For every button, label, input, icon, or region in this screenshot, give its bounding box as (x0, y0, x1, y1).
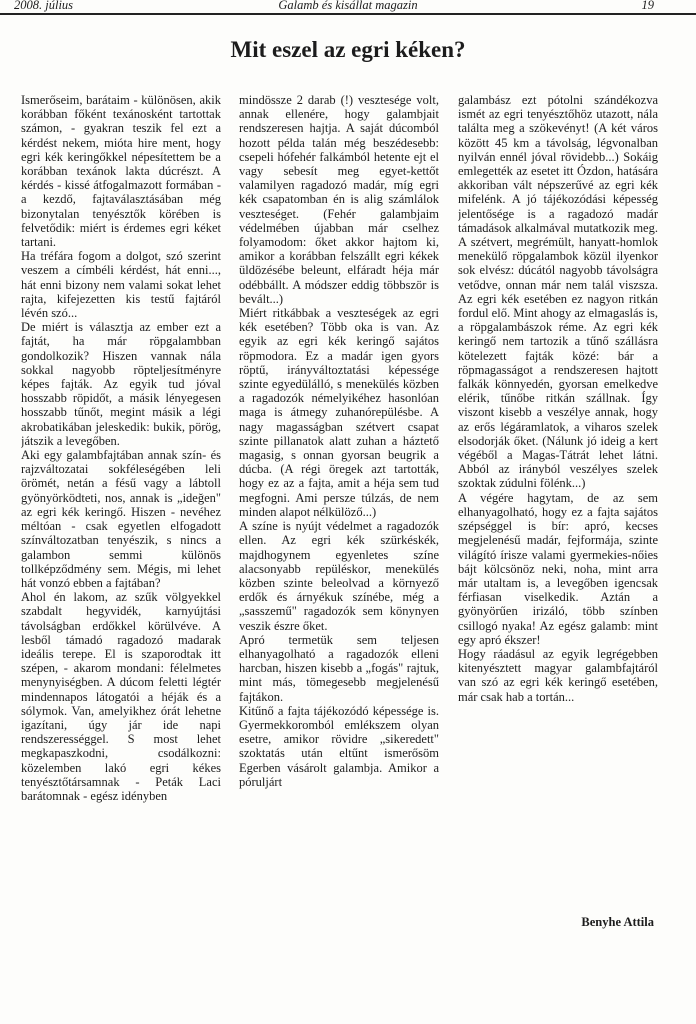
paragraph: Ahol én lakom, az szűk völgyekkel szabdalt hegyvidék, karnyújtási távolságban erdőkkel körülvéve. A lesből támadó ragadozó madarak ideális terepe. El is szaporodtak itt szépen, - akarom mondani: félelmetes menynyiségben. A dúcom feletti légtér mindennapos látogatói a héják és a sólymok. Van, amelyikhez órát lehetne igazítani, úgy jár ide napi rendszerességgel. S most lehet megkapaszkodni, csodálkozni: közelemben lakó egri kékes tenyésztőtársamnak - Peták Laci barátomnak - egész idényben (21, 590, 221, 803)
paragraph: Ha tréfára fogom a dolgot, szó szerint veszem a címbéli kérdést, hát enni..., hát enni bizony nem valami sokat lehet rajta, kifejezetten kis testű fajtáról lévén szó... (21, 249, 221, 321)
paragraph: mindössze 2 darab (!) vesztesége volt, annak ellenére, hogy galambjait rendszeresen hajtja. A saját dúcomból hozott példa talán még beszédesebb: csepeli hófehér falkámból hetente ejt el vagy sebesít meg egyet-kettőt valamilyen ragadozó madár, míg egri kék csapatomban én is alig számlálok veszteséget. (Fehér galambjaim védelmében újabban már cselhez folyamodom: őket akkor hajtom ki, amikor a korábban felszállt egri kékek üldözésébe beleunt, elfáradt héja már odébbállt. A módszer eddig többször is bevált...) (239, 93, 439, 306)
author-signature: Benyhe Attila (581, 915, 654, 929)
paragraph: A színe is nyújt védelmet a ragadozók ellen. Az egri kék szürkéskék, majdhogynem egyenletes színe alacsonyabb repüléskor, menekülés közben szinte beleolvad a környező erdők és árnyékuk színébe, még a „sasszemű" ragadozók sem könynyen veszik észre őket. (239, 519, 439, 633)
paragraph: Ismerőseim, barátaim - különösen, akik korábban főként texánosként tartottak számon, - gyakran teszik fel ezt a kérdést nekem, mióta hire ment, hogy egri kék keringőkkel népesítettem be a korábban texánok lakta dúcrészt. A kérdés - kissé átfogalmazott formában - a kezdő, fajtaválasztásában még bizonytalan tenyésztők körében is felvetődik: miért is érdemes egri kéket tartani. (21, 93, 221, 250)
text-column-1 (21, 93, 221, 963)
article-title: Mit eszel az egri kéken? (230, 37, 466, 62)
paragraph: galambász ezt pótolni szándékozva ismét az egri tenyésztőhöz utazott, nála találta meg a szökevényt! (A két város között 45 km a távolság, légvonalban nyilván ennél jóval rövidebb...) Sokáig emlegették az esetet itt Ózdon, hatására akkoriban vált népszerűvé az egri kék mifelénk. A jó tájékozódási képesség jelentősége is a ragadozó madár támadások alkalmával mutatkozik meg. A szétvert, megrémült, hanyatt-homlok menekülő röpgalambok közül ilyenkor sok elvész: dúcától nagyobb távolságra vetődve, onnan már nem talál viszsza. Az egri kék esetében ez nagyon ritkán fordul elő. Mint ahogy az elmagaslás is, a röpgalambászok réme. Az egri kék keringő nem tartozik a tűnő szállásra kötelezett fajták közé: bár a röpmagasságot a rendszeresen hajtott falkák könnyedén, gyorsan emelkedve elérik, tűnőbe ritkán szállnak. Így viszont kisebb a veszélye annak, hogy az erős légáramlatok, a viharos szelek elsodorják őket. (Nálunk jó ideig a kert végéből a Magas-Tátrát lehet látni. Abból az irányból veszélyes szelek szoktak zúdulni fölénk...) (458, 93, 658, 491)
magazine-name: Galamb és kisállat magazin (278, 0, 418, 12)
paragraph: De miért is választja az ember ezt a fajtát, ha már röpgalambban gondolkozik? Hiszen vannak nála sokkal nagyobb röpteljesítményre képes fajták. Az egyik tud jóval hosszabb röpidőt, a másik lényegesen hosszabb tűnőt, megint másik a légi akrobatikában jeleskedik: bukik, pörög, játszik a levegőben. (21, 320, 221, 448)
page-number: 19 (641, 0, 654, 12)
paragraph: Kitűnő a fajta tájékozódó képessége is. Gyermekkoromból emlékszem olyan esetre, amikor rövidre „sikeredett" szoktatás után eltűnt ismerősöm Egerben vásárolt galambja. Amikor a póruljárt (239, 703, 439, 789)
text-column-2 (239, 93, 439, 963)
paragraph: Aki egy galambfajtában annak szín- és rajzváltozatai sokféleségében leli örömét, netán a fésű vagy a lábtoll gyönyörködteti, nos, annak is „ideğen" az egri kék keringő. Hiszen - nevéhez méltóan - csak egyetlen elfogadott színváltozatban tenyészik, s nincs a galambon semmi különös tollképződmény sem. Mégis, mi lehet hát vonzó ebben a fajtában? (21, 448, 221, 590)
paragraph: A végére hagytam, de az sem elhanyagolható, hogy ez a fajta sajátos szépséggel is bír: apró, kecses megjelenésű madár, fejformája, szinte világító írisze valami gyermekies-nőies bájt kölcsönöz neki, noha, mint arra már utaltam is, a levegőben igencsak férfiasan viselkedik. Aztán a gyönyörűen irizáló, több színben csillogó nyaka! Az egész galamb: mint egy apró ékszer! (458, 490, 658, 647)
paragraph: Hogy ráadásul az egyik legrégebben kitenyésztett magyar galambfajtáról van szó az egri kék keringő esetében, már csak hab a tortán... (458, 646, 658, 704)
issue-date: 2008. július (14, 0, 74, 12)
paragraph: Miért ritkábbak a veszteségek az egri kék esetében? Több oka is van. Az egyik az egri kék keringő sajátos röpmodora. Ez a madár igen gyors röptű, irányváltoztatási képessége szinte egyedülálló, s menekülés közben a ragadozók némelyikéhez hasonlóan maga is átmegy zuhanórepülésbe. A nagy magasságban szétvert csapat szinte pillanatok alatt zuhan a háztető magasig, s onnan gyorsan beugrik a dúcba. (A régi öregek azt tartották, hogy ez az a fajta, amit a héja sem tud megfogni. Ami persze túlzás, de nem minden alapot nélkülöző...) (239, 306, 439, 519)
running-header (0, 0, 696, 14)
header-rule (0, 13, 696, 15)
text-column-3 (458, 93, 658, 963)
paragraph: Apró termetük sem teljesen elhanyagolható a ragadozók elleni harcban, hiszen kisebb a „fogás" rajtuk, mint más, tömegesebb megjelenésű fajtákon. (239, 632, 439, 704)
